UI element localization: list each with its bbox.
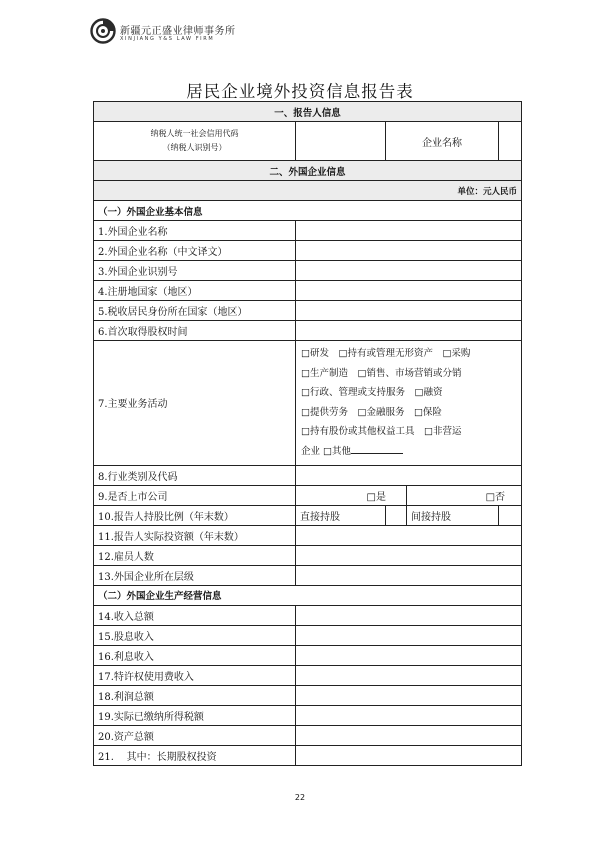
row-value-13[interactable] bbox=[296, 565, 522, 585]
activities-line-6[interactable] bbox=[301, 442, 516, 462]
activities-line-3[interactable]: □行政、管理或支持服务 □融资 bbox=[301, 387, 443, 399]
unit-label: 单位：元人民币 bbox=[94, 181, 522, 201]
firm-logo-icon bbox=[90, 18, 116, 44]
listed-yes-checkbox[interactable]: □是 bbox=[296, 485, 407, 505]
row-label-2: 2.外国企业名称（中文译文） bbox=[94, 241, 296, 261]
activities-line-5[interactable]: □持有股份或其他权益工具 □非营运 bbox=[301, 426, 462, 438]
row-label-21: 21. 其中：长期股权投资 bbox=[94, 745, 296, 765]
other-activity-blank[interactable] bbox=[351, 443, 403, 454]
row-value-11[interactable] bbox=[296, 525, 522, 545]
row-value-12[interactable] bbox=[296, 545, 522, 565]
firm-name-en: XINJIANG Y&S LAW FIRM bbox=[120, 36, 215, 42]
row-value-20[interactable] bbox=[296, 725, 522, 745]
letterhead bbox=[90, 14, 320, 58]
tax-id-label-line1: 纳税人统一社会信用代码 bbox=[150, 129, 239, 138]
row-label-16: 16.利息收入 bbox=[94, 645, 296, 665]
row-label-11: 11.报告人实际投资额（年末数） bbox=[94, 525, 296, 545]
row-value-2[interactable] bbox=[296, 241, 522, 261]
row-value-8[interactable] bbox=[296, 465, 522, 485]
row-value-5[interactable] bbox=[296, 301, 522, 321]
row-value-21[interactable] bbox=[296, 745, 522, 765]
direct-holding-label: 直接持股 bbox=[296, 505, 386, 525]
row-label-4: 4.注册地国家（地区） bbox=[94, 281, 296, 301]
direct-holding-field[interactable] bbox=[386, 505, 407, 525]
page-title: 居民企业境外投资信息报告表 bbox=[186, 82, 414, 101]
page-number: 22 bbox=[294, 793, 306, 802]
row-label-12: 12.雇员人数 bbox=[94, 545, 296, 565]
report-form-table bbox=[93, 101, 522, 766]
row-label-5: 5.税收居民身份所在国家（地区） bbox=[94, 301, 296, 321]
row-label-18: 18.利润总额 bbox=[94, 685, 296, 705]
row-label-7: 7.主要业务活动 bbox=[94, 341, 296, 466]
activities-line-1[interactable]: □研发 □持有或管理无形资产 □采购 bbox=[301, 348, 471, 359]
row-label-15: 15.股息收入 bbox=[94, 625, 296, 645]
row-value-16[interactable] bbox=[296, 645, 522, 665]
row-label-14: 14.收入总额 bbox=[94, 605, 296, 625]
row-label-10: 10.报告人持股比例（年末数） bbox=[94, 505, 296, 525]
listed-no-checkbox[interactable]: □否 bbox=[407, 485, 522, 505]
row-value-15[interactable] bbox=[296, 625, 522, 645]
row-value-1[interactable] bbox=[296, 221, 522, 241]
firm-name-cn: 新疆元正盛业律师事务所 bbox=[120, 26, 236, 37]
company-name-label: 企业名称 bbox=[386, 122, 499, 161]
row-value-14[interactable] bbox=[296, 605, 522, 625]
row-value-3[interactable] bbox=[296, 261, 522, 281]
row-label-8: 8.行业类别及代码 bbox=[94, 465, 296, 485]
tax-id-label-line2: （纳税人识别号） bbox=[162, 143, 227, 152]
row-value-17[interactable] bbox=[296, 665, 522, 685]
row-label-17: 17.特许权使用费收入 bbox=[94, 665, 296, 685]
row-value-4[interactable] bbox=[296, 281, 522, 301]
activities-other-label: 企业 □其他 bbox=[301, 445, 351, 457]
row-label-6: 6.首次取得股权时间 bbox=[94, 321, 296, 341]
row-label-19: 19.实际已缴纳所得税额 bbox=[94, 705, 296, 725]
tax-id-field[interactable] bbox=[296, 122, 386, 161]
row-label-1: 1.外国企业名称 bbox=[94, 221, 296, 241]
row-label-3: 3.外国企业识别号 bbox=[94, 261, 296, 281]
tax-id-label bbox=[94, 122, 296, 161]
section-foreign-heading: 二、外国企业信息 bbox=[94, 161, 522, 181]
row-label-20: 20.资产总额 bbox=[94, 725, 296, 745]
row-value-18[interactable] bbox=[296, 685, 522, 705]
indirect-holding-field[interactable] bbox=[499, 505, 522, 525]
row-label-9: 9.是否上市公司 bbox=[94, 485, 296, 505]
row-value-19[interactable] bbox=[296, 705, 522, 725]
subsection-operations-info: （二）外国企业生产经营信息 bbox=[94, 585, 522, 605]
activities-line-2[interactable]: □生产制造 □销售、市场营销或分销 bbox=[301, 367, 462, 379]
indirect-holding-label: 间接持股 bbox=[407, 505, 499, 525]
activities-checklist[interactable] bbox=[296, 341, 522, 466]
activities-line-4[interactable]: □提供劳务 □金融服务 □保险 bbox=[301, 406, 442, 418]
section-reporter-heading: 一、报告人信息 bbox=[94, 102, 522, 122]
row-value-6[interactable] bbox=[296, 321, 522, 341]
subsection-basic-info: （一）外国企业基本信息 bbox=[94, 201, 522, 221]
row-label-13: 13.外国企业所在层级 bbox=[94, 565, 296, 585]
company-name-field[interactable] bbox=[499, 122, 522, 161]
